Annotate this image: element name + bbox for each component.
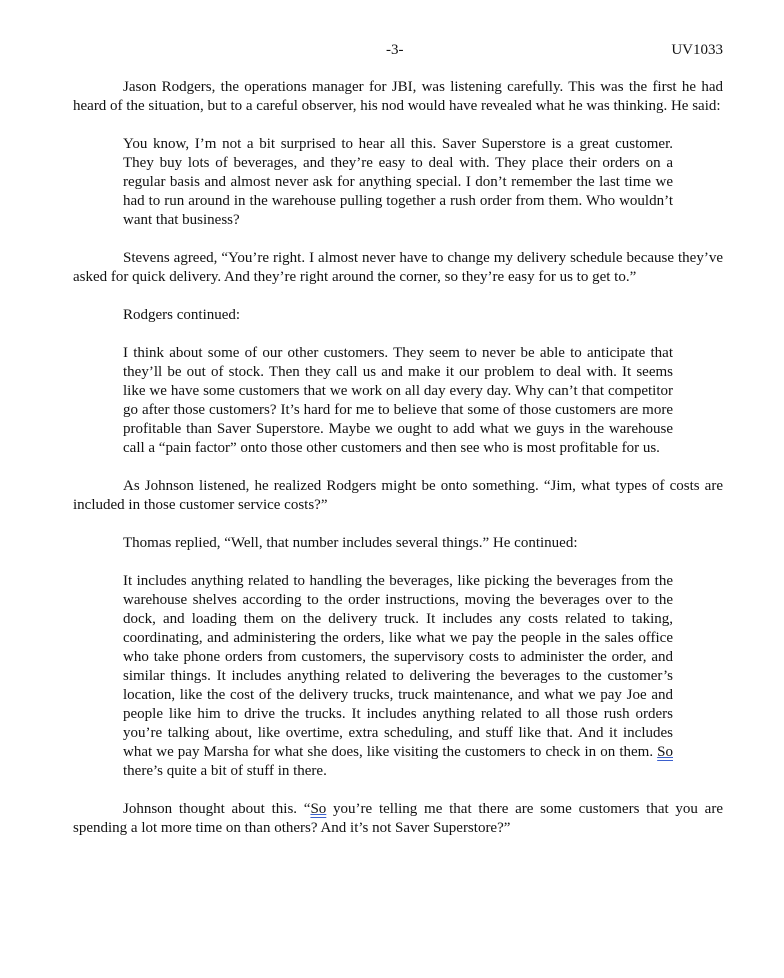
page-number: -3- <box>386 42 404 58</box>
document-code: UV1033 <box>671 42 723 58</box>
quote-thomas-costs-text: It includes anything related to handling the beverages, like picking the beverages from the warehouse shelves according to the order instructions, moving the beverages over to the dock, and loading them on the delivery truck. It includes any costs related to taking, coordinating, and administering the orders, like what we pay the people in the sales office who take phone orders from customers, the supervisory costs to administer the order, and similar things. It includes anything related to delivering the beverages to the customer’s location, like the cost of the delivery trucks, truck maintenance, and what we pay Joe and people like him to drive the trucks. It includes anything related to all those rush orders you’re talking about, like overtime, extra scheduling, and stuff like that. And it includes what we pay Marsha for what she does, like visiting the customers to check in on them. <box>123 573 673 760</box>
document-body <box>73 78 723 838</box>
page-header <box>73 42 723 62</box>
quote-rodgers-saver: You know, I’m not a bit surprised to hear all this. Saver Superstore is a great customer. They buy lots of beverages, and they’re easy to deal with. They place their orders on a regular basis and almost never ask for anything special. I don’t remember the last time we had to run around in the warehouse pulling together a rush order from them. Who wouldn’t want that business? <box>123 136 673 228</box>
quote-thomas-costs-end: there’s quite a bit of stuff in there. <box>123 763 327 779</box>
flagged-word[interactable]: So <box>310 801 327 817</box>
paragraph-thomas-replied: Thomas replied, “Well, that number includes several things.” He continued: <box>123 535 578 551</box>
quote-rodgers-other-customers: I think about some of our other customers. They seem to never be able to anticipate that they’ll be out of stock. Then they call us and make it our problem to deal with. It seems like we have some customers that we work on all day every day. Why can’t that competitor go after those customers? It’s hard for me to believe that some of those customers are more profitable than Saver Superstore. Maybe we ought to add what we guys in the warehouse call a “pain factor” onto those other customers and then see who is most profitable for us. <box>123 345 673 456</box>
paragraph-rodgers-intro: Jason Rodgers, the operations manager for JBI, was listening carefully. This was the first he had heard of the situation, but to a careful observer, his nod would have revealed what he was thinking. He said: <box>73 79 723 114</box>
quote-thomas-costs <box>123 572 673 781</box>
paragraph-johnson-thought <box>73 800 723 838</box>
paragraph-johnson-thought-start: Johnson thought about this. “ <box>123 801 311 817</box>
paragraph-johnson-thought-end: you’re telling me that there are some customers that you are spending a lot more time on than others? And it’s not Saver Superstore?” <box>73 801 723 836</box>
flagged-word[interactable]: So <box>657 744 673 760</box>
paragraph-johnson-listened: As Johnson listened, he realized Rodgers might be onto something. “Jim, what types of costs are included in those customer service costs?” <box>73 478 723 513</box>
paragraph-rodgers-continued: Rodgers continued: <box>123 307 241 323</box>
paragraph-stevens-agreed: Stevens agreed, “You’re right. I almost never have to change my delivery schedule because they’ve asked for quick delivery. And they’re right around the corner, so they’re easy for us to get to.” <box>73 250 723 285</box>
